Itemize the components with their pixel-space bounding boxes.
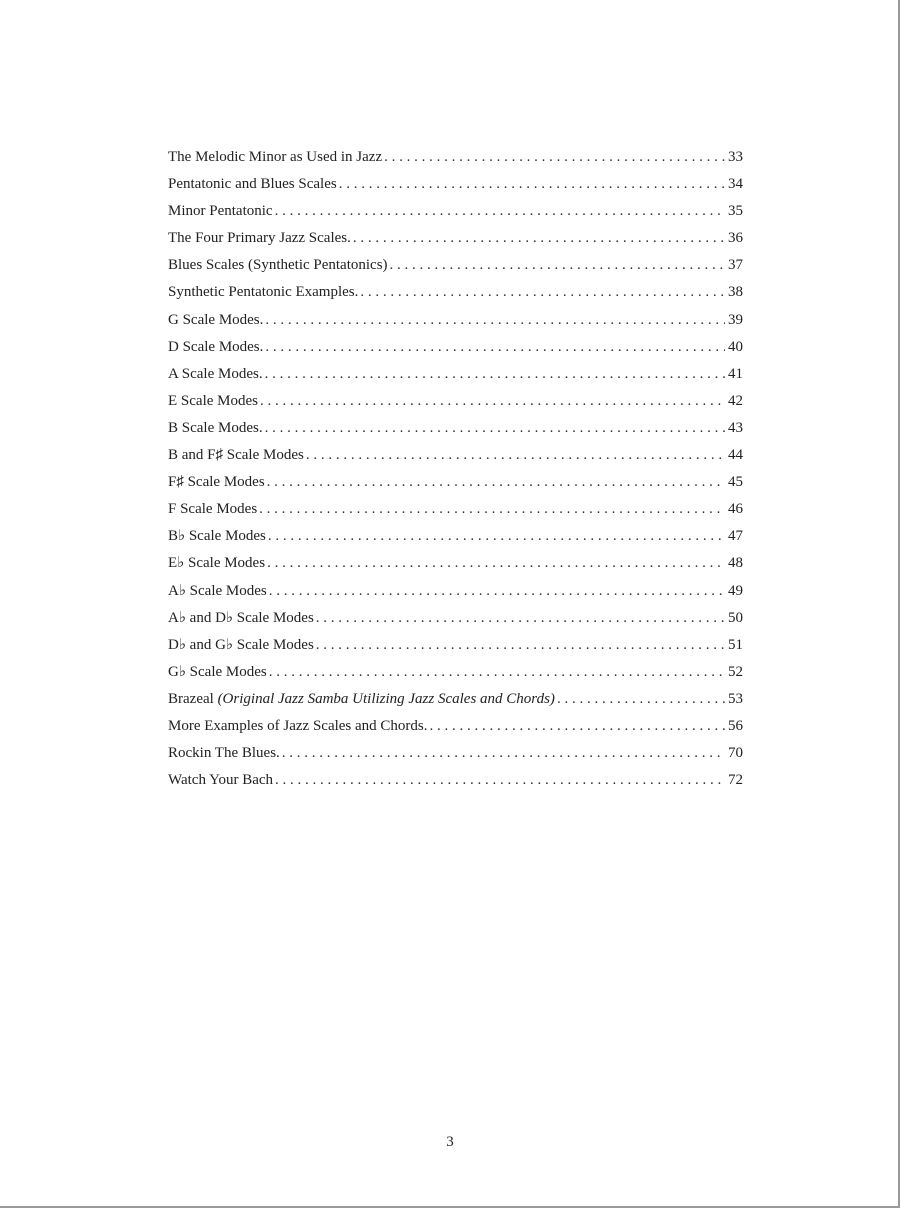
dot-leader (384, 144, 725, 171)
toc-entry[interactable] (168, 171, 743, 198)
toc-entry-page: 45 (728, 474, 743, 491)
dot-leader (275, 198, 725, 225)
toc-entry-page: 43 (728, 419, 743, 436)
toc-entry-title: B and F♯ Scale Modes (168, 447, 304, 464)
toc-entry[interactable] (168, 713, 743, 740)
dot-leader (265, 361, 725, 388)
toc-entry[interactable] (168, 388, 743, 415)
toc-entry[interactable] (168, 740, 743, 767)
toc-entry-title: The Four Primary Jazz Scales. (168, 230, 351, 247)
dot-leader (260, 388, 725, 415)
toc-entry-page: 44 (728, 447, 743, 464)
toc-entry-page: 50 (728, 609, 743, 626)
toc-entry[interactable] (168, 307, 743, 334)
toc-entry-page: 41 (728, 365, 743, 382)
toc-entry-title: F♯ Scale Modes (168, 474, 265, 491)
toc-entry[interactable] (168, 334, 743, 361)
toc-entry-title: G♭ Scale Modes (168, 663, 267, 680)
toc-entry-page: 70 (728, 745, 743, 762)
toc-entry[interactable] (168, 252, 743, 279)
toc-entry-title: F Scale Modes (168, 501, 258, 518)
toc-entry-title: Minor Pentatonic (168, 203, 273, 220)
toc-entry-title: The Melodic Minor as Used in Jazz (168, 149, 383, 165)
toc-entry-page: 39 (728, 311, 743, 328)
toc-entry-title: More Examples of Jazz Scales and Chords. (168, 717, 428, 734)
toc-entry-page: 56 (728, 717, 743, 734)
toc-entry-title: Synthetic Pentatonic Examples. (168, 284, 359, 301)
toc-entry-page: 40 (728, 338, 743, 355)
dot-leader (259, 496, 725, 523)
toc-entry-title: Watch Your Bach (168, 772, 274, 789)
toc-entry[interactable] (168, 605, 743, 632)
toc-entry[interactable] (168, 767, 743, 794)
dot-leader (557, 686, 725, 713)
toc-entry[interactable] (168, 415, 743, 442)
toc-entry-subtitle: (Original Jazz Samba Utilizing Jazz Scales and Chords) (217, 690, 555, 707)
dot-leader (316, 632, 725, 659)
toc-entry-title: A♭ and D♭ Scale Modes (168, 609, 314, 626)
toc-entry-page: 33 (728, 149, 743, 165)
toc-entry[interactable] (168, 550, 743, 577)
dot-leader (269, 578, 725, 605)
toc-entry[interactable] (168, 469, 743, 496)
toc-entry-title: Brazeal (168, 690, 218, 707)
dot-leader (353, 225, 725, 252)
toc-entry[interactable] (168, 523, 743, 550)
toc-entry-page: 51 (728, 636, 743, 653)
toc-entry[interactable] (168, 578, 743, 605)
dot-leader (265, 307, 725, 334)
toc-entry-page: 53 (728, 690, 743, 707)
toc-entry-page: 47 (728, 528, 743, 545)
toc-entry-title: D Scale Modes. (168, 338, 264, 355)
dot-leader (430, 713, 725, 740)
toc-entry-title: B♭ Scale Modes (168, 528, 266, 545)
dot-leader (316, 605, 725, 632)
toc-entry[interactable] (168, 442, 743, 469)
dot-leader (265, 334, 725, 361)
dot-leader (267, 469, 725, 496)
toc-entry[interactable] (168, 144, 743, 171)
toc-entry-title: A Scale Modes. (168, 365, 263, 382)
toc-entry-page: 49 (728, 582, 743, 599)
toc-entry-title: E Scale Modes (168, 392, 258, 409)
toc-entry[interactable] (168, 225, 743, 252)
toc-entry[interactable] (168, 496, 743, 523)
toc-entry-page: 42 (728, 392, 743, 409)
dot-leader (306, 442, 725, 469)
toc-entry[interactable] (168, 659, 743, 686)
toc-entry-title: G Scale Modes. (168, 311, 264, 328)
toc-entry-page: 52 (728, 663, 743, 680)
toc-entry-page: 36 (728, 230, 743, 247)
toc-entry[interactable] (168, 686, 743, 713)
dot-leader (267, 550, 725, 577)
toc-entry-page: 72 (728, 772, 743, 789)
page-number: 3 (446, 1134, 454, 1150)
toc-entry-page: 37 (728, 257, 743, 274)
toc-entry-page: 46 (728, 501, 743, 518)
dot-leader (269, 659, 725, 686)
toc-entry-title: D♭ and G♭ Scale Modes (168, 636, 314, 653)
toc-entry-title: E♭ Scale Modes (168, 555, 266, 572)
table-of-contents (168, 144, 743, 794)
dot-leader (339, 171, 725, 198)
toc-entry[interactable] (168, 198, 743, 225)
toc-entry-title: Pentatonic and Blues Scales (168, 176, 337, 193)
toc-entry-page: 35 (728, 203, 743, 220)
toc-entry-title: A♭ Scale Modes (168, 582, 267, 599)
dot-leader (390, 252, 725, 279)
toc-entry-page: 34 (728, 176, 743, 193)
toc-entry[interactable] (168, 361, 743, 388)
toc-entry[interactable] (168, 279, 743, 306)
dot-leader (265, 415, 725, 442)
toc-entry-title: B Scale Modes. (168, 419, 263, 436)
dot-leader (268, 523, 725, 550)
toc-entry-title: Rockin The Blues. (168, 745, 280, 762)
dot-leader (275, 767, 725, 794)
toc-entry-page: 38 (728, 284, 743, 301)
dot-leader (282, 740, 725, 767)
toc-entry[interactable] (168, 632, 743, 659)
toc-entry-title: Blues Scales (Synthetic Pentatonics) (168, 257, 388, 274)
dot-leader (360, 279, 725, 306)
toc-entry-page: 48 (728, 555, 743, 572)
